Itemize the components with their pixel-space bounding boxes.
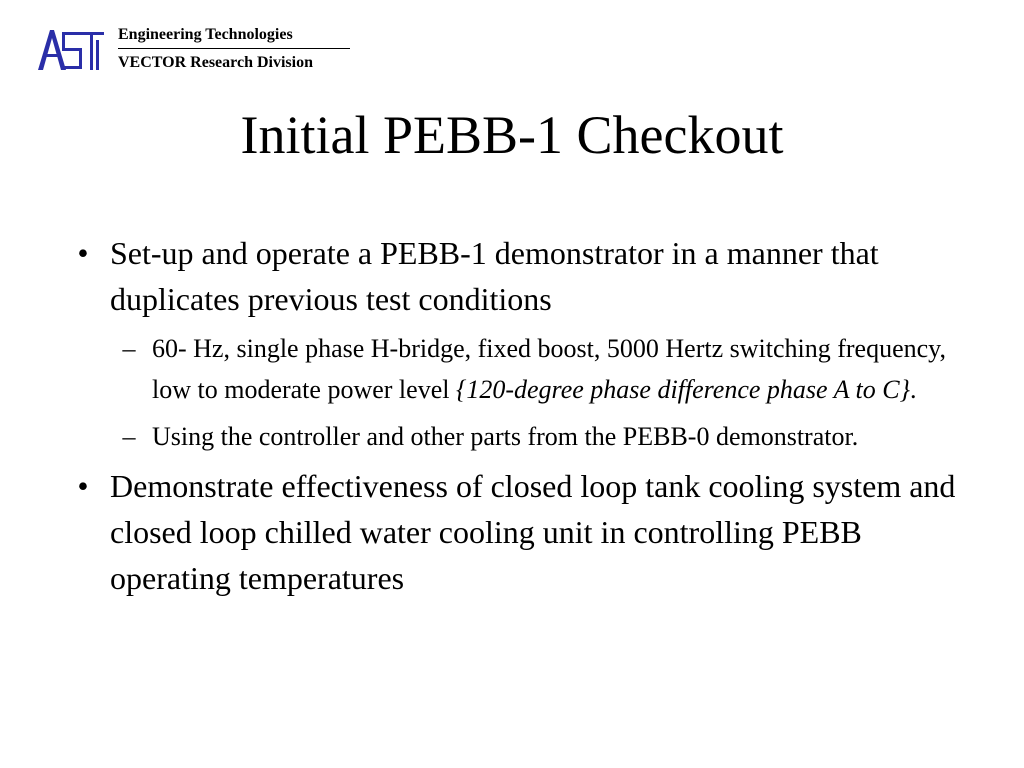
slide-body [68,230,968,601]
bullet-marker: • [77,468,89,504]
bullet-text: Demonstrate effectiveness of closed loop tank cooling system and closed loop chilled water cooling unit in controlling PEBB operating temperatures [110,468,956,596]
sub-bullet-item [68,328,968,410]
ast-logo-icon [36,28,106,72]
bullet-item [68,463,968,601]
bullet-text: Set-up and operate a PEBB-1 demonstrator in a manner that duplicates previous test conditions [110,235,879,317]
org-line-division: VECTOR Research Division [118,54,313,71]
bullet-marker: • [77,235,89,271]
org-name-lines [118,24,358,74]
sub-bullet-list [68,328,968,457]
sub-bullet-text: 60- Hz, single phase H-bridge, fixed boost, 5000 Hertz switching frequency, low to moderate power level [152,334,946,404]
header-logo-block [36,24,366,74]
sub-bullet-marker: – [122,422,136,451]
sub-bullet-text: Using the controller and other parts from the PEBB-0 demonstrator. [152,422,859,451]
sub-bullet-italic-text: {120-degree phase difference phase A to C} [455,375,910,404]
slide-title: Initial PEBB-1 Checkout [240,105,784,165]
bullet-item [68,230,968,322]
sub-bullet-item [68,416,968,457]
sub-bullet-marker: – [122,334,136,363]
org-line-engineering: Engineering Technologies [118,24,350,49]
sub-bullet-tail: . [910,375,917,404]
